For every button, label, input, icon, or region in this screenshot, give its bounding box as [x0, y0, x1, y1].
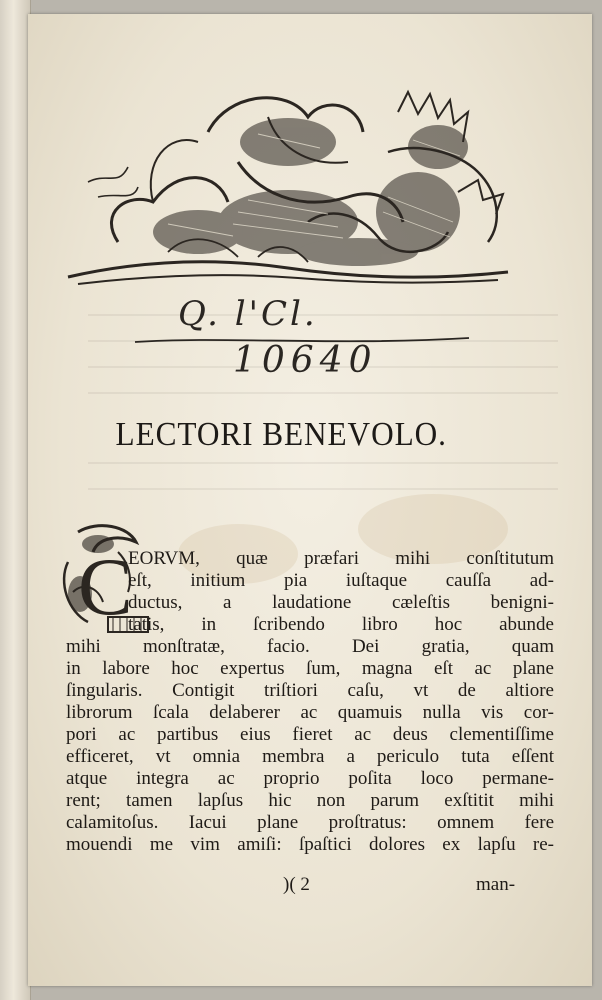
book-page [28, 14, 592, 986]
book-spine-edge [0, 0, 31, 1000]
text-line-14: mouendi me vim amiſi: ſpaſtici dolores ex lapſu re- [66, 834, 554, 855]
catchword: man- [476, 874, 516, 895]
text-line-9: pori ac partibus eius fieret ac deus clementiſſime [66, 724, 554, 745]
text-line-5: mihi monſtratæ, facio. Dei gratia, quam [66, 636, 554, 657]
text-line-1: EORVM, quæ præfari mihi conſtitutum [128, 548, 554, 569]
text-line-4: tatis, in ſcribendo libro hoc abunde [128, 614, 554, 635]
text-line-2: eſt, initium pia iuſtaque cauſſa ad- [128, 570, 554, 591]
text-line-12: rent; tamen lapſus hic non parum exſtitit mihi [66, 790, 554, 811]
page-heading: LECTORI BENEVOLO. [115, 416, 447, 453]
show-through-line [88, 462, 558, 464]
handwritten-line-1: Q. l'Cl. [178, 294, 318, 334]
text-line-3: ductus, a laudatione cæleſtis benigni- [128, 592, 554, 613]
drop-cap-letter: C [78, 541, 133, 632]
handwritten-annotation [133, 292, 473, 402]
signature-mark: )( 2 [283, 874, 310, 895]
text-line-6: in labore hoc expertus ſum, magna eſt ac plane [66, 658, 554, 679]
text-line-11: atque integra ac proprio poſita loco permane- [66, 768, 554, 789]
text-line-7: ſingularis. Contigit triſtiori caſu, vt de altiore [66, 680, 554, 701]
woodcut-vignette [58, 72, 514, 302]
text-line-8: librorum ſcala delaberer ac quamuis nulla vis cor- [66, 702, 554, 723]
text-line-10: efficeret, vt omnia membra a periculo tuta eſſent [66, 746, 554, 767]
handwritten-line-2: 10640 [233, 340, 378, 381]
show-through-line [88, 488, 558, 490]
text-line-13: calamitoſus. Iacui plane proſtratus: omnem fere [66, 812, 554, 833]
page-footer [28, 874, 592, 898]
